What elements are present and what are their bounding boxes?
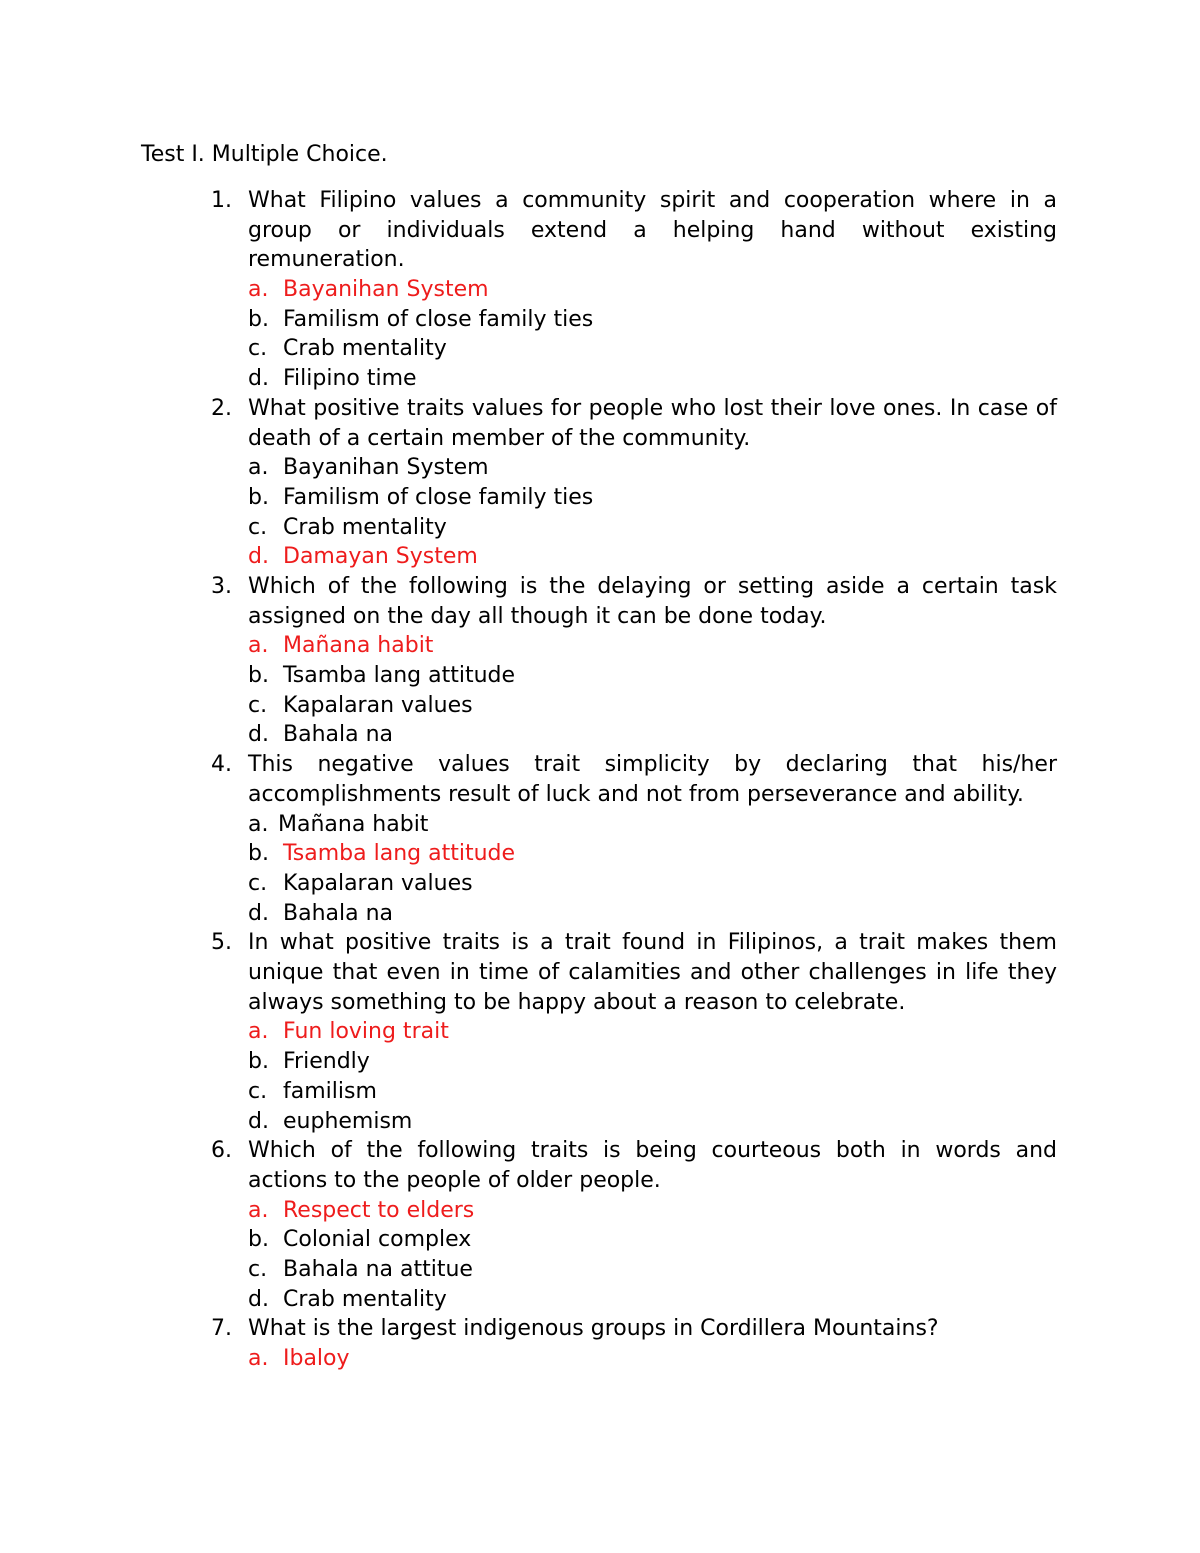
option-label: b. — [248, 306, 269, 332]
option-text: Respect to elders — [283, 1197, 475, 1223]
answer-option-5-b — [0, 1047, 1200, 1077]
question-number: 5. — [211, 930, 232, 956]
option-text: Fun loving trait — [283, 1019, 449, 1045]
option-text: Bahala na — [283, 722, 394, 748]
answer-option-6-c — [0, 1255, 1200, 1285]
option-label: a. — [248, 455, 269, 481]
answer-option-1-d — [0, 364, 1200, 394]
answer-option-3-b — [0, 661, 1200, 691]
question-stem — [0, 750, 1200, 809]
question-text: What positive traits values for people who lost their love ones. In case of death of a certain member of the community. — [248, 395, 1057, 451]
test-heading: Test I. Multiple Choice. — [141, 142, 388, 167]
answer-option-6-b — [0, 1225, 1200, 1255]
option-text: Bahala na attitue — [283, 1256, 473, 1282]
answer-option-2-c — [0, 513, 1200, 543]
question-1 — [0, 186, 1200, 394]
question-number: 1. — [211, 188, 232, 213]
option-text: Familism of close family ties — [283, 306, 594, 332]
option-text: Bahala na — [283, 900, 394, 926]
option-text: Damayan System — [283, 544, 478, 570]
answer-option-4-c — [0, 869, 1200, 899]
option-label: b. — [248, 663, 269, 689]
option-label: d. — [248, 544, 269, 570]
answer-option-5-d — [0, 1107, 1200, 1137]
answer-option-6-d — [0, 1285, 1200, 1315]
answer-option-1-b — [0, 305, 1200, 335]
question-stem — [0, 572, 1200, 631]
answer-option-5-c — [0, 1077, 1200, 1107]
option-label: b. — [248, 1227, 269, 1253]
question-4 — [0, 750, 1200, 928]
option-label: c. — [248, 692, 268, 718]
question-text: Which of the following traits is being courteous both in words and actions to the people of older people. — [248, 1138, 1057, 1193]
option-text: Tsamba lang attitude — [283, 663, 516, 689]
option-text: Crab mentality — [283, 336, 447, 362]
question-number: 6. — [211, 1138, 232, 1164]
option-label: c. — [248, 336, 268, 362]
option-text: Mañana habit — [283, 633, 434, 659]
question-stem — [0, 1136, 1200, 1195]
answer-option-1-a — [0, 275, 1200, 305]
option-label: a. — [248, 1346, 269, 1372]
question-number: 7. — [211, 1316, 232, 1342]
option-label: b. — [248, 841, 269, 867]
option-label: c. — [248, 1078, 268, 1104]
option-text: familism — [283, 1078, 377, 1104]
question-text: What is the largest indigenous groups in Cordillera Mountains? — [248, 1316, 939, 1342]
question-stem — [0, 186, 1200, 275]
question-list — [0, 186, 1200, 1374]
question-number: 2. — [211, 395, 232, 421]
option-text: Ibaloy — [283, 1346, 350, 1372]
question-number: 4. — [211, 752, 232, 778]
answer-option-2-a — [0, 453, 1200, 483]
option-text: Bayanihan System — [283, 455, 489, 481]
option-label: d. — [248, 366, 269, 392]
option-label: c. — [248, 870, 268, 896]
question-text: Which of the following is the delaying or setting aside a certain task assigned on the day all though it can be done today. — [248, 574, 1057, 629]
question-stem — [0, 1314, 1200, 1344]
option-label: b. — [248, 484, 269, 510]
option-label: d. — [248, 722, 269, 748]
question-text: This negative values trait simplicity by declaring that his/her accomplishments result of luck and not from perseverance and ability. — [248, 752, 1057, 807]
answer-option-4-b — [0, 839, 1200, 869]
answer-option-7-a — [0, 1344, 1200, 1374]
answer-option-1-c — [0, 334, 1200, 364]
question-text: In what positive traits is a trait found in Filipinos, a trait makes them unique that even in time of calamities and other challenges in life they always something to be happy about a reason to celebrate. — [248, 930, 1057, 1015]
answer-option-6-a — [0, 1196, 1200, 1226]
option-label: a. — [248, 277, 269, 303]
option-label: a. — [248, 633, 269, 659]
option-text: Filipino time — [283, 366, 417, 392]
answer-option-3-c — [0, 691, 1200, 721]
question-number: 3. — [211, 574, 232, 600]
question-6 — [0, 1136, 1200, 1314]
option-label: c. — [248, 514, 268, 540]
option-text: Mañana habit — [278, 811, 429, 837]
option-label: a. — [248, 1197, 269, 1223]
question-5 — [0, 928, 1200, 1136]
option-text: Bayanihan System — [283, 277, 489, 303]
option-text: Colonial complex — [283, 1227, 472, 1253]
answer-option-5-a — [0, 1017, 1200, 1047]
option-label: a. — [248, 1019, 269, 1045]
question-2 — [0, 394, 1200, 572]
answer-option-2-b — [0, 483, 1200, 513]
answer-option-3-a — [0, 631, 1200, 661]
option-label: a. — [248, 811, 269, 837]
option-label: c. — [248, 1256, 268, 1282]
option-label: d. — [248, 1108, 269, 1134]
answer-option-3-d — [0, 720, 1200, 750]
option-label: b. — [248, 1049, 269, 1075]
option-label: d. — [248, 900, 269, 926]
answer-option-4-a — [0, 810, 1200, 840]
option-text: Kapalaran values — [283, 870, 473, 896]
question-7 — [0, 1314, 1200, 1373]
answer-option-2-d — [0, 542, 1200, 572]
question-text: What Filipino values a community spirit and cooperation where in a group or individuals extend a helping hand without existing remuneration. — [248, 188, 1057, 273]
option-text: Kapalaran values — [283, 692, 473, 718]
question-stem — [0, 928, 1200, 1017]
option-text: Crab mentality — [283, 1286, 447, 1312]
option-label: d. — [248, 1286, 269, 1312]
question-stem — [0, 394, 1200, 453]
option-text: Crab mentality — [283, 514, 447, 540]
option-text: Familism of close family ties — [283, 484, 594, 510]
option-text: euphemism — [283, 1108, 413, 1134]
option-text: Friendly — [283, 1049, 370, 1075]
answer-option-4-d — [0, 899, 1200, 929]
option-text: Tsamba lang attitude — [283, 841, 516, 867]
question-3 — [0, 572, 1200, 750]
